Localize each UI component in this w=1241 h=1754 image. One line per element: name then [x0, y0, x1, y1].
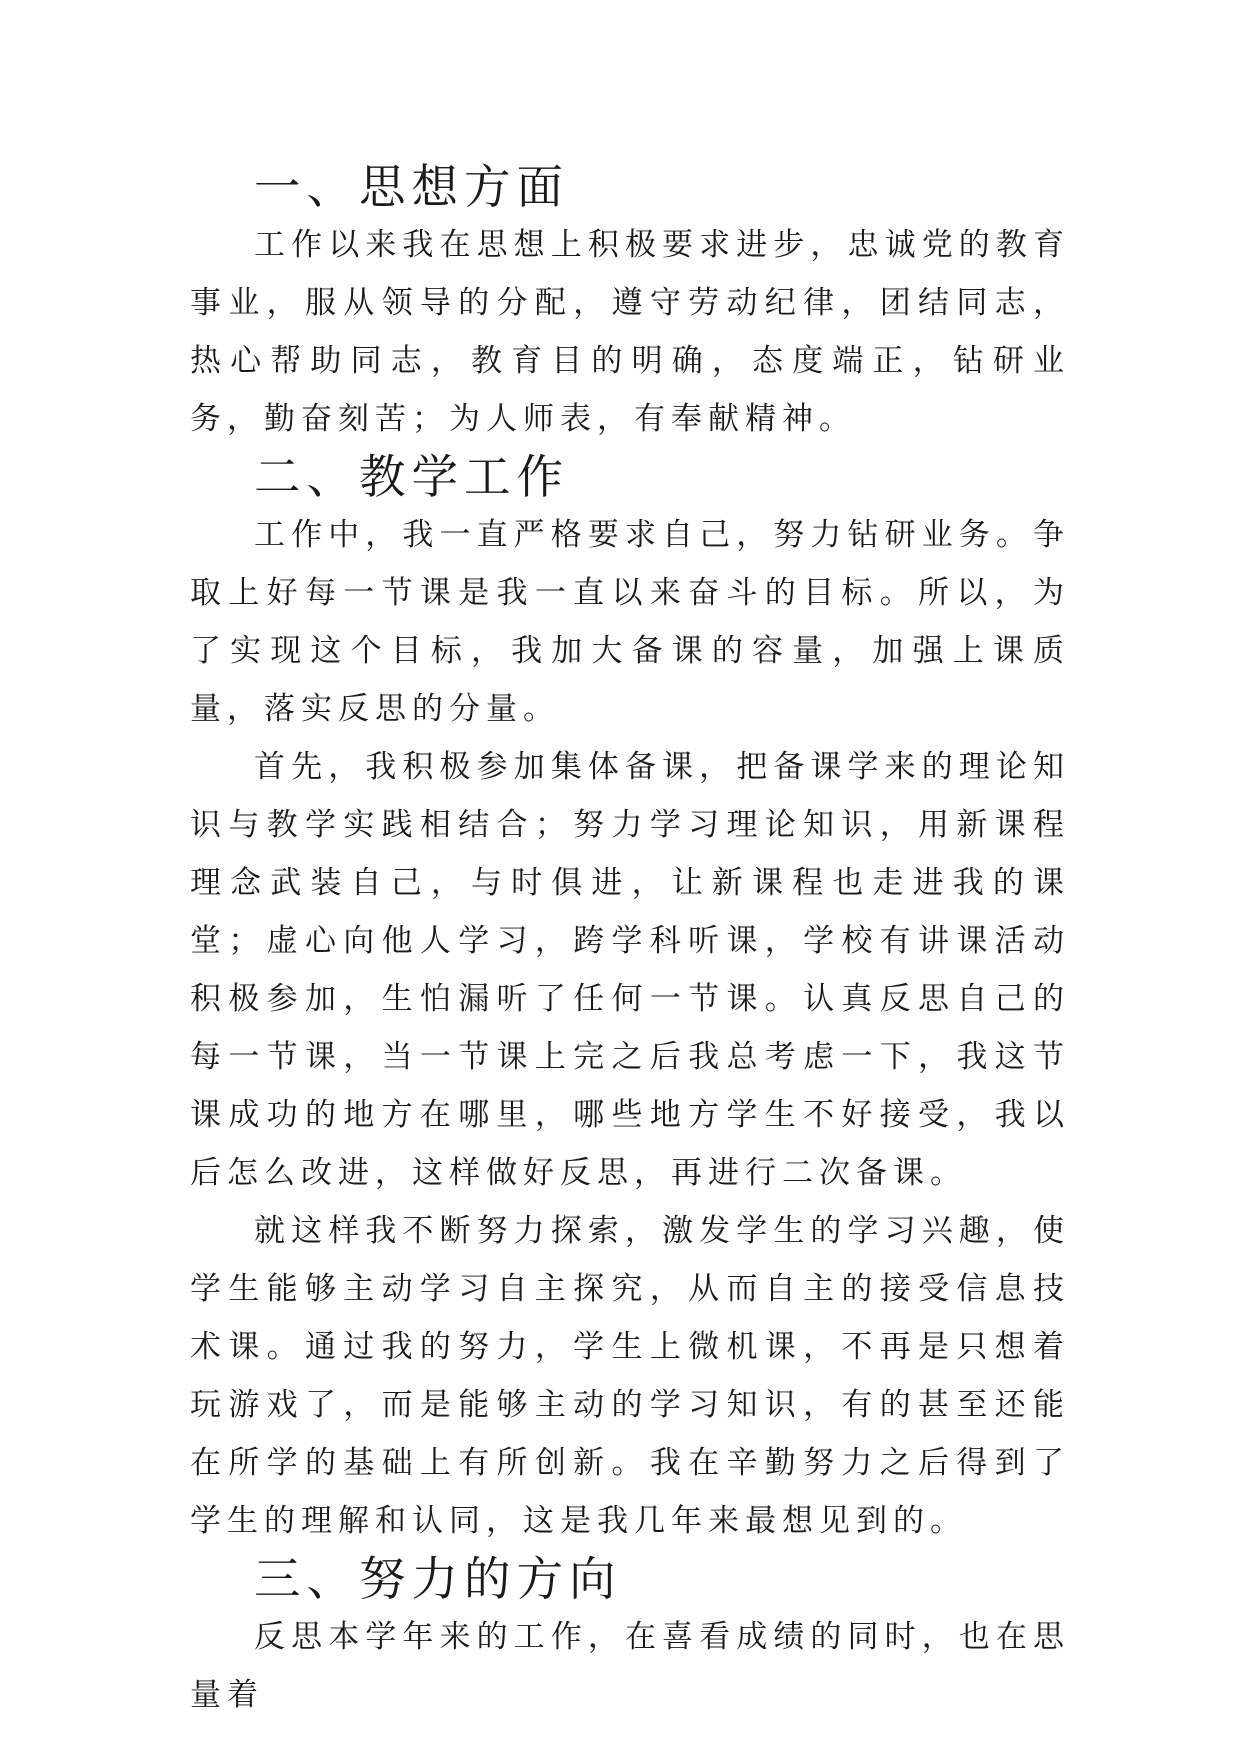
paragraph-teaching-goal: 工作中，我一直严格要求自己，努力钻研业务。争取上好每一节课是我一直以来奋斗的目标。所以，为了实现这个目标，我加大备课的容量，加强上课质量，落实反思的分量。: [190, 517, 1070, 727]
section-heading-teaching: 二、教学工作: [254, 450, 569, 504]
paragraph-direction: 反思本学年来的工作，在喜看成绩的同时，也在思量着: [190, 1619, 1070, 1713]
paragraph-ideology: 工作以来我在思想上积极要求进步，忠诚党的教育事业，服从领导的分配，遵守劳动纪律，团结同志，热心帮助同志，教育目的明确，态度端正，钻研业务，勤奋刻苦；为人师表，有奉献精神。: [190, 227, 1070, 437]
section-heading-ideology: 一、思想方面: [254, 160, 569, 214]
document-body: [190, 158, 1070, 1724]
paragraph-teaching-results: 就这样我不断努力探索，激发学生的学习兴趣，使学生能够主动学习自主探究，从而自主的接受信息技术课。通过我的努力，学生上微机课，不再是只想着玩游戏了，而是能够主动的学习知识，有的甚至还能在所学的基础上有所创新。我在辛勤努力之后得到了学生的理解和认同，这是我几年来最想见到的。: [190, 1213, 1070, 1539]
section-heading-direction: 三、努力的方向: [254, 1552, 622, 1606]
paragraph-teaching-preparation: 首先，我积极参加集体备课，把备课学来的理论知识与教学实践相结合；努力学习理论知识，用新课程理念武装自己，与时俱进，让新课程也走进我的课堂；虚心向他人学习，跨学科听课，学校有讲课活动积极参加，生怕漏听了任何一节课。认真反思自己的每一节课，当一节课上完之后我总考虑一下，我这节课成功的地方在哪里，哪些地方学生不好接受，我以后怎么改进，这样做好反思，再进行二次备课。: [190, 749, 1070, 1191]
